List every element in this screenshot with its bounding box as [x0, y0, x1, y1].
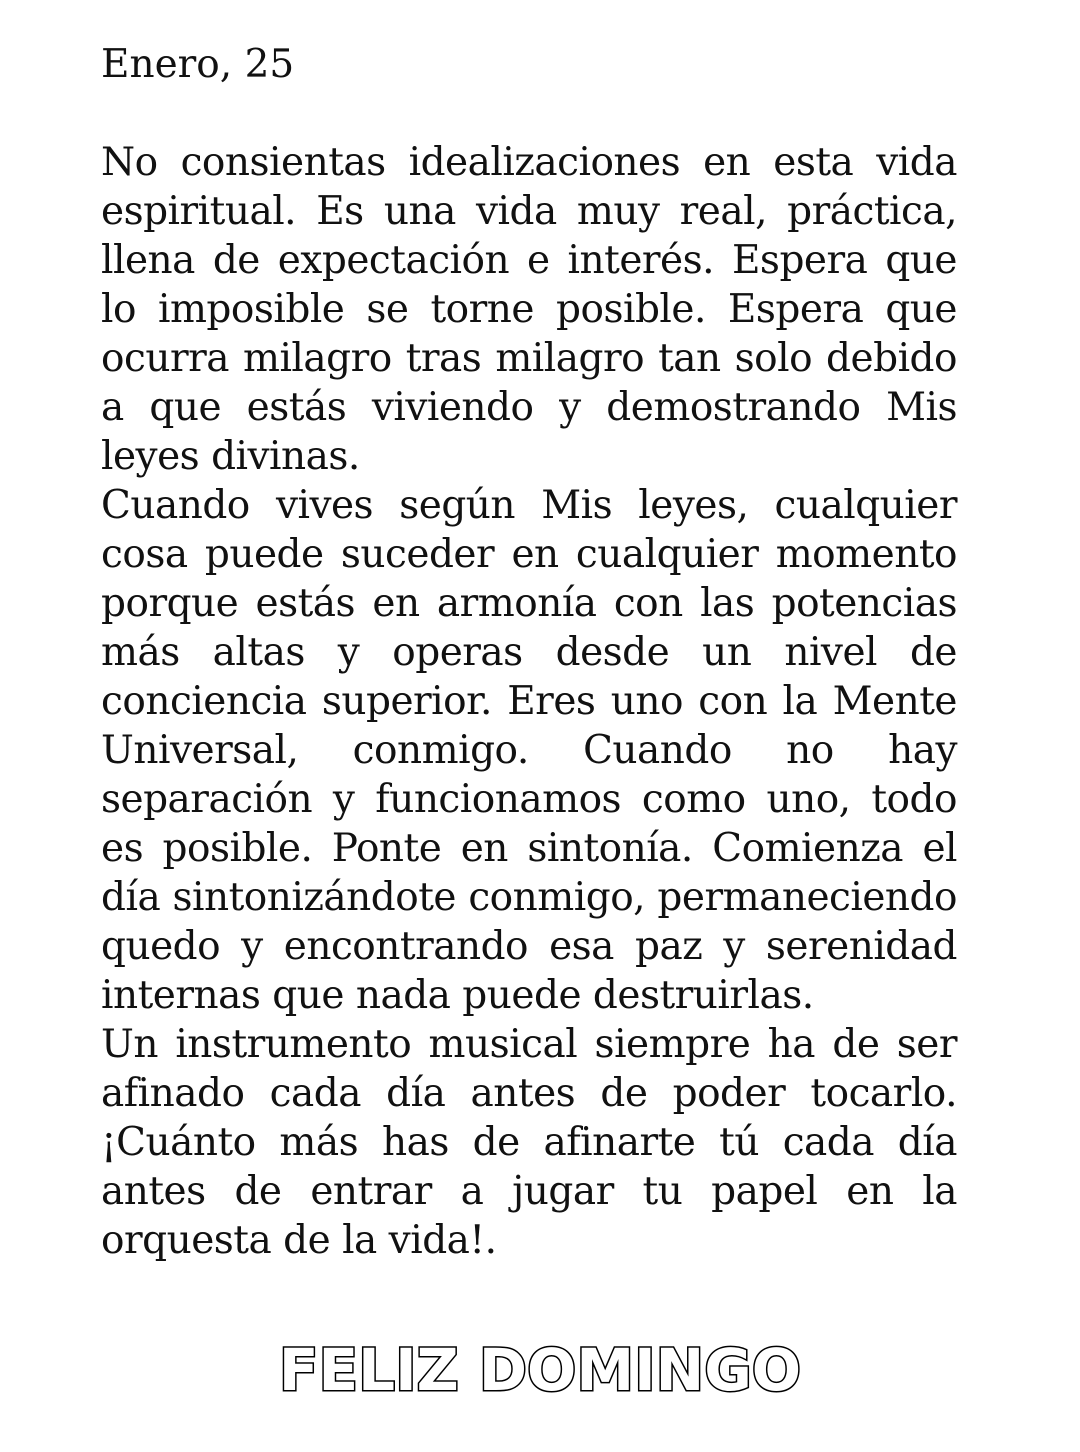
paragraph-2: Cuando vives según Mis leyes, cualquier cosa puede suceder en cualquier momento porque estás en armonía con las potencias más altas y operas desde un nivel de conciencia superior. Eres uno con la Mente Universal, conmigo. Cuando no hay separación y funcionamos como uno, todo es posible. Ponte en sintonía. Comienza el día sintonizándote conmigo, permaneciendo quedo y encontrando esa paz y serenidad internas que nada puede destruirlas.	[101, 483, 957, 1018]
paragraph-3: Un instrumento musical siempre ha de ser afinado cada día antes de poder tocarlo. ¡Cuánto más has de afinarte tú cada día antes de entrar a jugar tu papel en la orquesta de la vida!.	[101, 1022, 957, 1263]
document-body	[101, 40, 957, 1265]
feliz-domingo-banner: FELIZ DOMINGO	[278, 1336, 802, 1404]
footer	[0, 1335, 1080, 1405]
paragraph-1: No consientas idealizaciones en esta vida espiritual. Es una vida muy real, práctica, llena de expectación e interés. Espera que lo imposible se torne posible. Espera que ocurra milagro tras milagro tan solo debido a que estás viviendo y demostrando Mis leyes divinas.	[101, 140, 957, 479]
date-heading: Enero, 25	[101, 42, 295, 87]
